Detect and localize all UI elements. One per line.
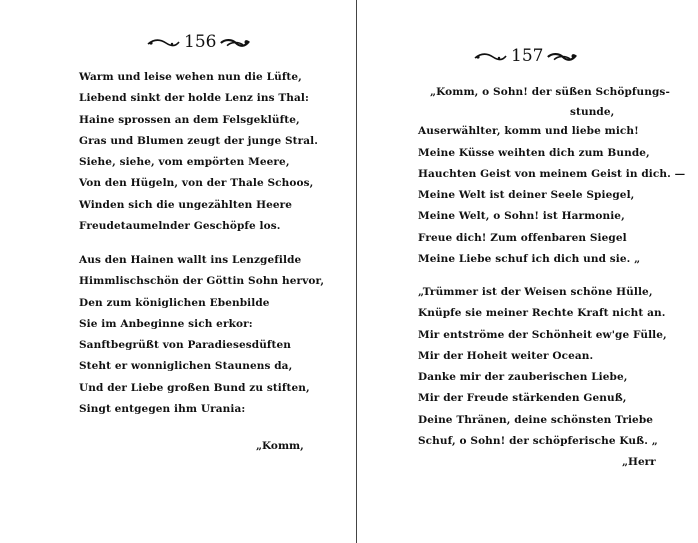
left-stanza-1	[79, 67, 318, 237]
page-number: 156	[184, 32, 217, 52]
verse-line: Mir entströme der Schönheit ew'ge Fülle,	[418, 328, 667, 341]
verse-line: Steht er wonniglichen Staunens da,	[79, 360, 293, 373]
verse-line: „Komm, o Sohn! der süßen Schöpfungs-	[430, 86, 670, 98]
ornament-right-icon	[220, 36, 250, 50]
verse-line: Deine Thränen, deine schönsten Triebe	[418, 413, 654, 426]
verse-line: stunde,	[570, 106, 615, 119]
catchword: „Herr	[622, 456, 656, 468]
verse-line: Hauchten Geist von meinem Geist in dich. —	[418, 167, 686, 180]
verse-line: Freudetaumelnder Geschöpfe los.	[79, 220, 281, 233]
page-gutter	[356, 0, 357, 543]
verse-line: Sanftbegrüßt von Paradiesesdüften	[79, 339, 292, 352]
verse-line: Meine Welt ist deiner Seele Spiegel,	[418, 189, 635, 202]
right-stanza-2	[418, 282, 667, 452]
catchword: „Komm,	[256, 440, 304, 452]
verse-line: Winden sich die ungezählten Heere	[79, 198, 293, 211]
verse-line: Mir der Hoheit weiter Ocean.	[418, 349, 594, 362]
verse-line: Freue dich! Zum offenbaren Siegel	[418, 231, 627, 244]
right-stanza-1	[418, 82, 685, 270]
verse-line: Liebend sinkt der holde Lenz ins Thal:	[79, 92, 309, 105]
verse-line: Meine Welt, o Sohn! ist Harmonie,	[418, 210, 625, 223]
verse-line: Gras und Blumen zeugt der junge Stral.	[79, 134, 319, 147]
verse-line: Knüpfe sie meiner Rechte Kraft nicht an.	[418, 307, 666, 320]
verse-line: Meine Küsse weihten dich zum Bunde,	[418, 146, 650, 159]
right-page-header	[473, 48, 577, 65]
verse-line: Singt entgegen ihm Urania:	[79, 403, 246, 416]
ornament-left-icon	[146, 36, 180, 50]
verse-line: Von den Hügeln, von der Thale Schoos,	[79, 177, 314, 190]
left-stanza-2	[79, 250, 324, 420]
ornament-right-icon	[547, 50, 577, 64]
verse-line: Danke mir der zauberischen Liebe,	[418, 371, 628, 384]
verse-line: Himmlischschön der Göttin Sohn hervor,	[79, 275, 325, 288]
verse-line: Meine Liebe schuf ich dich und sie. „	[418, 253, 641, 266]
verse-line: Aus den Hainen wallt ins Lenzgefilde	[79, 254, 302, 266]
verse-line: Siehe, siehe, vom empörten Meere,	[79, 156, 290, 169]
verse-line: Haine sprossen an dem Felsgeklüfte,	[79, 113, 300, 126]
verse-line: Mir der Freude stärkenden Genuß,	[418, 392, 627, 405]
page-number: 157	[511, 46, 544, 66]
left-page-header	[146, 34, 250, 51]
verse-line: Und der Liebe großen Bund zu stiften,	[79, 381, 310, 394]
ornament-left-icon	[473, 50, 507, 64]
verse-line: Sie im Anbeginne sich erkor:	[79, 317, 253, 330]
verse-line: Auserwählter, komm und liebe mich!	[418, 125, 639, 138]
verse-line: Schuf, o Sohn! der schöpferische Kuß. „	[418, 435, 658, 448]
right-page	[358, 0, 698, 543]
verse-line: „Trümmer ist der Weisen schöne Hülle,	[418, 286, 653, 298]
verse-line: Den zum königlichen Ebenbilde	[79, 296, 270, 309]
verse-line: Warm und leise wehen nun die Lüfte,	[79, 71, 302, 83]
